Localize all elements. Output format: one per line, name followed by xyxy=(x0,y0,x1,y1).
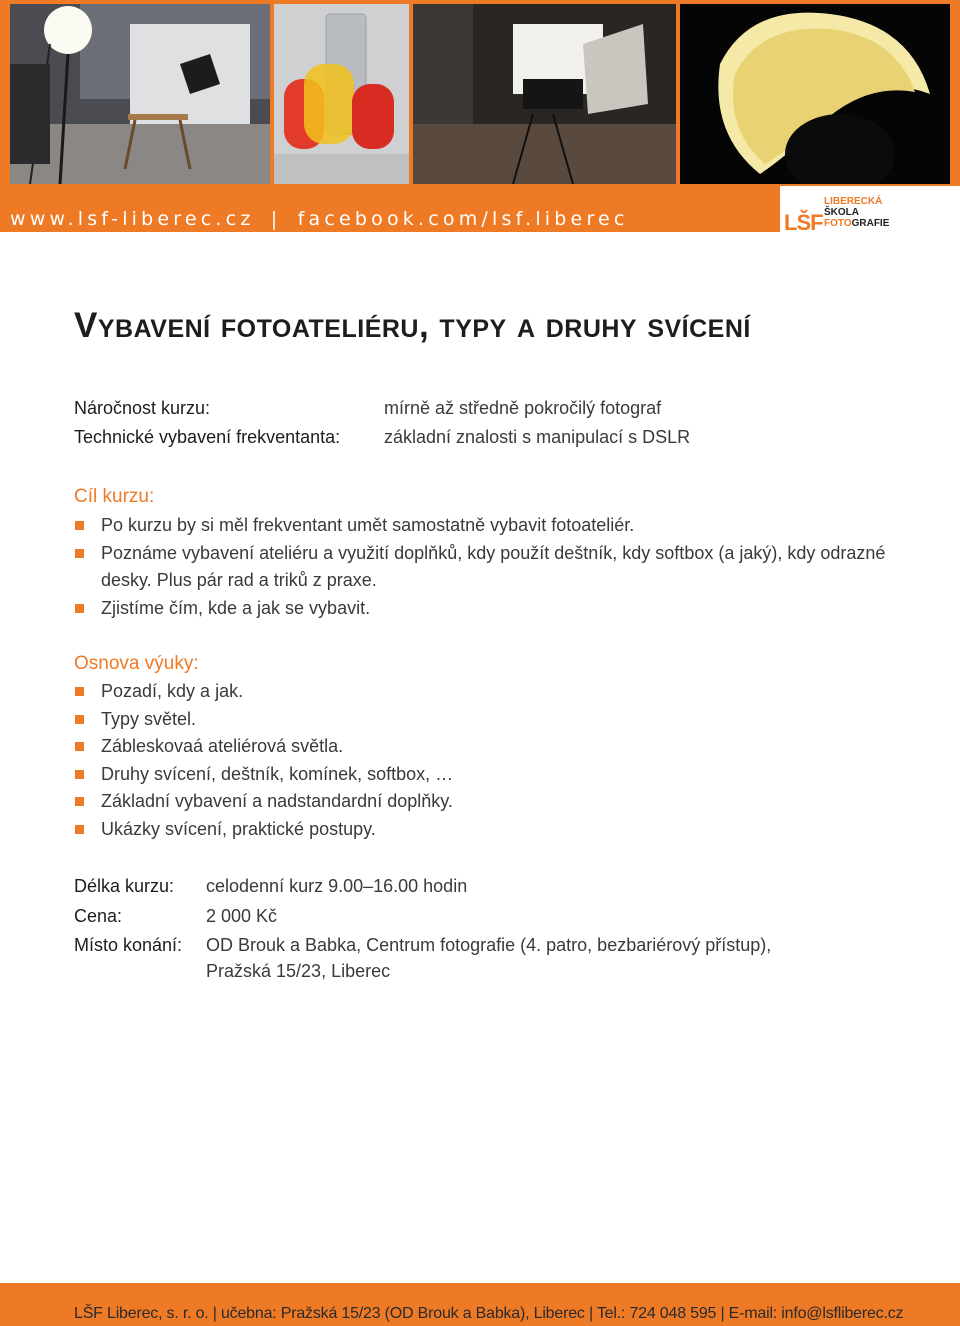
link-separator: | xyxy=(270,208,282,230)
list-item-text: Zjistíme čím, kde a jak se vybavit. xyxy=(101,597,371,618)
list-item xyxy=(74,706,894,734)
logo-wordmark xyxy=(824,196,889,229)
footer-contact: LŠF Liberec, s. r. o. | učebna: Pražská 15/23 (OD Brouk a Babka), Liberec | Tel.: 724 048 595 | E-mail: info@lsfliberec.cz xyxy=(74,1305,904,1322)
list-item xyxy=(74,761,894,789)
place-value-line-2: Pražská 15/23, Liberec xyxy=(206,961,391,981)
place-value-line-1: OD Brouk a Babka, Centrum fotografie (4. patro, bezbariérový přístup), xyxy=(206,935,772,955)
price-value: 2 000 Kč xyxy=(206,906,278,926)
studio-photo-1 xyxy=(10,4,270,184)
list-item xyxy=(74,595,894,623)
lemon-photo xyxy=(680,4,950,184)
difficulty-label: Náročnost kurzu: xyxy=(74,398,211,418)
list-item-text: Základní vybavení a nadstandardní doplňky. xyxy=(101,791,453,811)
web-links xyxy=(10,208,629,230)
logo-mark: LŠF xyxy=(784,210,823,235)
goal-heading: Cíl kurzu: xyxy=(74,486,155,507)
logo-line-3 xyxy=(824,218,889,229)
list-item xyxy=(74,540,894,595)
duration-value: celodenní kurz 9.00–16.00 hodin xyxy=(206,876,468,896)
school-logo xyxy=(780,186,960,235)
list-item-text: Pozadí, kdy a jak. xyxy=(101,681,244,701)
logo-line-1: LIBERECKÁ xyxy=(824,196,883,207)
logo-line-2: ŠKOLA xyxy=(824,207,859,218)
list-item-text: Po kurzu by si měl frekventant umět samostatně vybavit fotoateliér. xyxy=(101,515,635,535)
studio-photo-2 xyxy=(274,4,409,184)
place-label: Místo konání: xyxy=(74,935,183,955)
list-item xyxy=(74,512,894,540)
list-item xyxy=(74,816,894,844)
list-item-text: Zábleskovaá ateliérová světla. xyxy=(101,736,344,756)
bullet-square-icon xyxy=(75,521,84,530)
list-item xyxy=(74,733,894,761)
list-item xyxy=(74,678,894,706)
equipment-label: Technické vybavení frekventanta: xyxy=(74,427,341,447)
list-item xyxy=(74,788,894,816)
studio-photo-3 xyxy=(413,4,676,184)
outline-list xyxy=(74,678,894,843)
difficulty-value: mírně až středně pokročilý fotograf xyxy=(384,398,662,418)
bullet-square-icon xyxy=(75,715,84,724)
facebook-link[interactable]: facebook.com/lsf.liberec xyxy=(297,208,629,230)
bullet-square-icon xyxy=(75,687,84,696)
page-title: Vybavení fotoateliéru, typy a druhy svícení xyxy=(74,306,751,345)
list-item-text: Druhy svícení, deštník, komínek, softbox, … xyxy=(101,763,454,784)
list-item-text: Poznáme vybavení ateliéru a využití doplňků, kdy použít deštník, kdy softbox (a jaký), kdy odrazné desky. Plus pár rad a triků z praxe. xyxy=(101,542,886,590)
logo-line-3-suffix: GRAFIE xyxy=(851,218,890,229)
bullet-square-icon xyxy=(75,797,84,806)
bullet-square-icon xyxy=(75,549,84,558)
website-link[interactable]: www.lsf-liberec.cz xyxy=(10,208,255,230)
logo-line-3-prefix: FOTO xyxy=(824,218,852,229)
outline-heading: Osnova výuky: xyxy=(74,653,199,674)
list-item-text: Typy světel. xyxy=(101,708,197,729)
list-item-text: Ukázky svícení, praktické postupy. xyxy=(101,818,376,839)
bullet-square-icon xyxy=(75,604,84,613)
footer-bar xyxy=(0,1283,960,1326)
bullet-square-icon xyxy=(75,770,84,779)
equipment-value: základní znalosti s manipulací s DSLR xyxy=(384,427,691,447)
bullet-square-icon xyxy=(75,825,84,834)
header-banner xyxy=(0,0,960,235)
bullet-square-icon xyxy=(75,742,84,751)
duration-label: Délka kurzu: xyxy=(74,876,175,896)
goal-list xyxy=(74,512,894,622)
price-label: Cena: xyxy=(74,906,123,926)
